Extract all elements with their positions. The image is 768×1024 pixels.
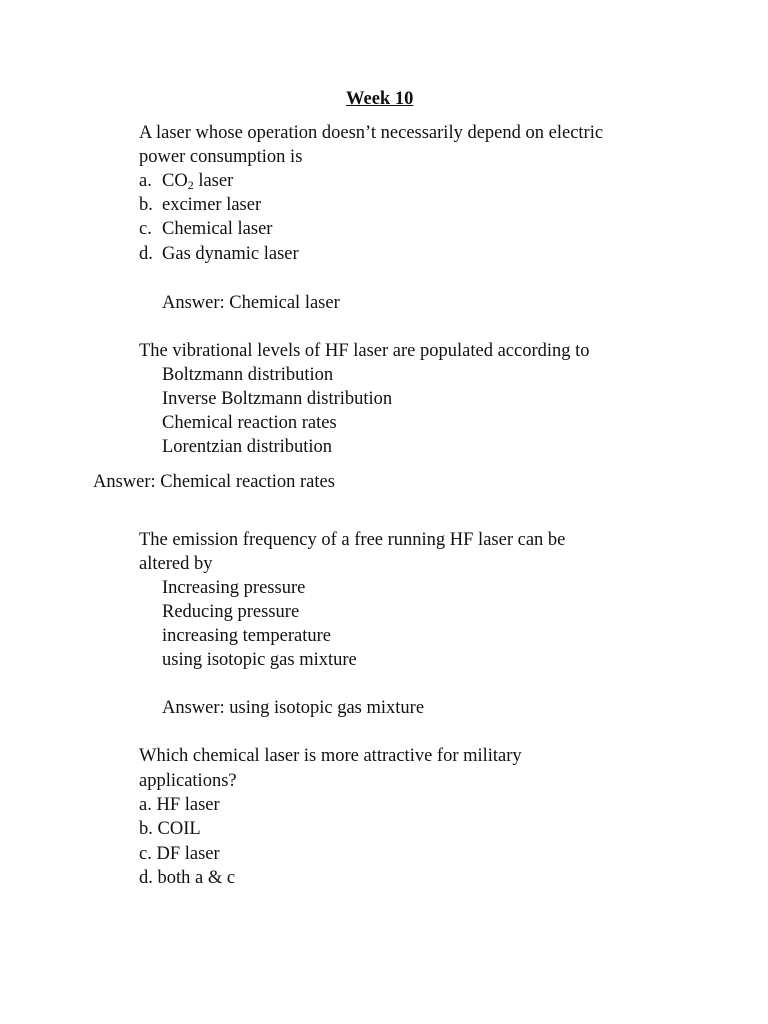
option-letter: d.	[139, 244, 153, 264]
question-2-option-3: Chemical reaction rates	[162, 413, 337, 433]
option-text: Gas dynamic laser	[162, 244, 299, 264]
option-letter: b.	[139, 195, 153, 215]
question-2-option-4: Lorentzian distribution	[162, 437, 333, 457]
page-title: Week 10	[346, 89, 414, 109]
question-4-text-line-2: applications?	[139, 771, 237, 791]
question-3-option-2: Reducing pressure	[162, 602, 300, 622]
question-1-answer: Answer: Chemical laser	[162, 293, 340, 313]
question-3-option-4: using isotopic gas mixture	[162, 650, 357, 670]
question-1-text-line-2: power consumption is	[139, 147, 303, 167]
question-3-text-line-2: altered by	[139, 554, 213, 574]
option-text: CO	[162, 171, 188, 191]
question-3-text-line-1: The emission frequency of a free running HF laser can be	[139, 530, 566, 550]
question-4-option-a: a. HF laser	[139, 795, 220, 815]
option-text: Chemical laser	[162, 219, 273, 239]
question-2-text: The vibrational levels of HF laser are populated according to	[139, 341, 590, 361]
question-1-option-c	[139, 217, 272, 241]
question-3-option-3: increasing temperature	[162, 626, 331, 646]
question-1-text-line-1: A laser whose operation doesn’t necessarily depend on electric	[139, 123, 604, 143]
option-letter: c.	[139, 219, 152, 239]
option-letter: a.	[139, 171, 152, 191]
question-3-option-1: Increasing pressure	[162, 578, 306, 598]
question-2-option-1: Boltzmann distribution	[162, 365, 334, 385]
question-1-option-d	[139, 242, 299, 266]
question-4-option-b: b. COIL	[139, 819, 201, 839]
option-text: excimer laser	[162, 195, 262, 215]
question-4-option-d: d. both a & c	[139, 868, 236, 888]
question-4-option-c: c. DF laser	[139, 844, 220, 864]
option-subscript: 2	[187, 178, 194, 192]
option-text-suffix: laser	[193, 171, 234, 191]
question-2-answer: Answer: Chemical reaction rates	[93, 472, 335, 492]
question-1-option-b	[139, 193, 261, 217]
question-1-option-a	[139, 169, 233, 193]
question-3-answer: Answer: using isotopic gas mixture	[162, 698, 425, 718]
question-4-text-line-1: Which chemical laser is more attractive for military	[139, 746, 522, 766]
question-2-option-2: Inverse Boltzmann distribution	[162, 389, 393, 409]
